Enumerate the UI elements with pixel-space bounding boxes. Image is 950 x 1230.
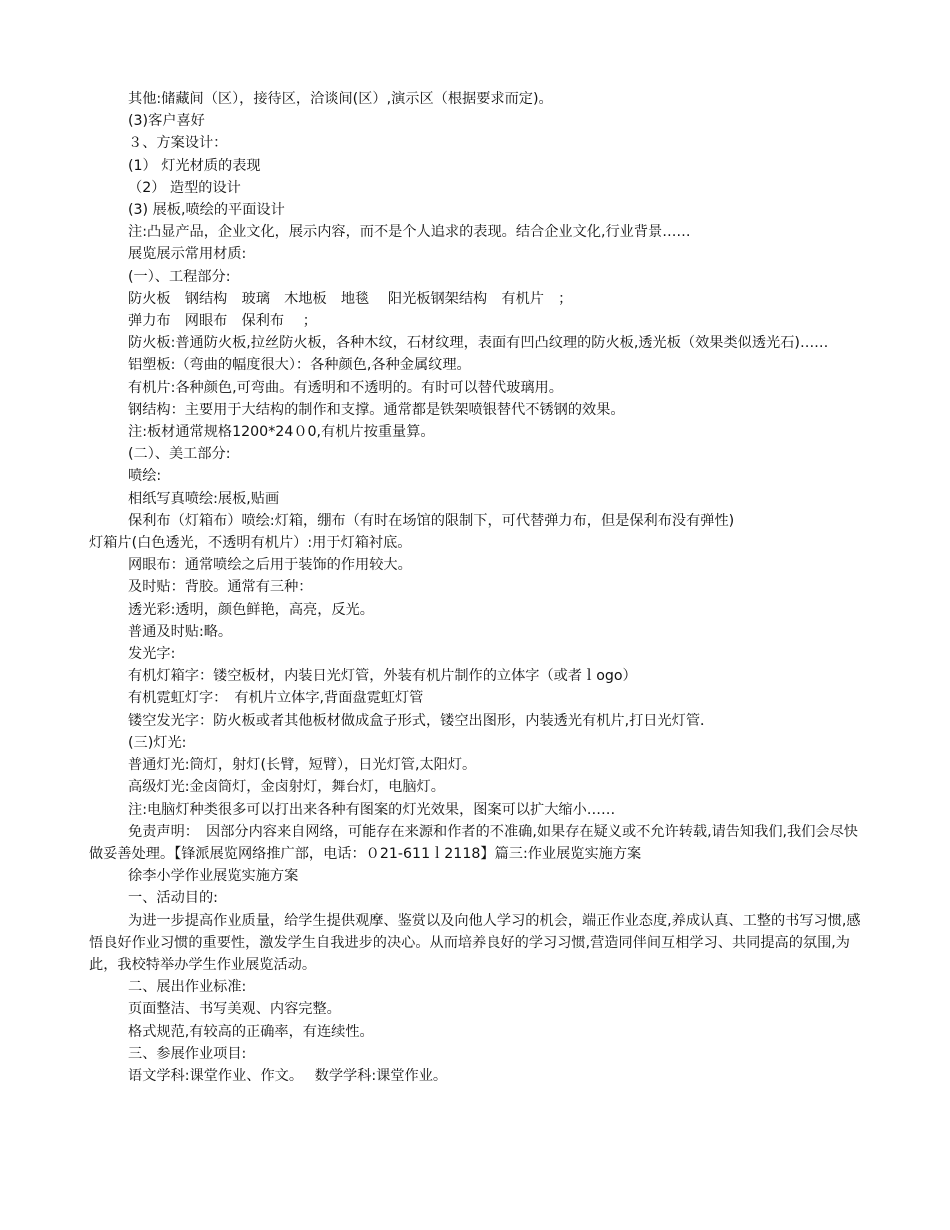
paragraph: 防火板 钢结构 玻璃 木地板 地毯 阳光板钢架结构 有机片 ； bbox=[128, 290, 573, 307]
paragraph: 发光字: bbox=[128, 646, 176, 663]
paragraph: ３、方案设计： bbox=[128, 135, 228, 152]
paragraph: 透光彩:透明，颜色鲜艳，高亮，反光。 bbox=[128, 601, 374, 618]
paragraph: 镂空发光字：防火板或者其他板材做成盒子形式，镂空出图形，内装透光有机片,打日光灯管． bbox=[128, 712, 715, 729]
paragraph: (三)灯光: bbox=[128, 734, 187, 751]
paragraph: 网眼布：通常喷绘之后用于装饰的作用较大。 bbox=[128, 557, 412, 574]
paragraph: 有机片:各种颜色,可弯曲。有透明和不透明的。有时可以替代玻璃用。 bbox=[128, 379, 563, 396]
paragraph: 钢结构：主要用于大结构的制作和支撑。通常都是铁架喷银替代不锈钢的效果。 bbox=[128, 401, 625, 418]
paragraph: 相纸写真喷绘:展板,贴画 bbox=[128, 490, 280, 507]
paragraph: 注:电脑灯种类很多可以打出来各种有图案的灯光效果，图案可以扩大缩小…… bbox=[128, 801, 616, 818]
paragraph: 喷绘: bbox=[128, 468, 162, 485]
paragraph: 注:板材通常规格1200*24０0,有机片按重量算。 bbox=[128, 424, 435, 441]
paragraph: 徐李小学作业展览实施方案 bbox=[128, 868, 299, 885]
paragraph: 注:凸显产品，企业文化，展示内容，而不是个人追求的表现。结合企业文化,行业背景…… bbox=[128, 224, 691, 241]
paragraph: 灯箱片(白色透光，不透明有机片）:用于灯箱衬底。 bbox=[89, 535, 412, 552]
paragraph: 为进一步提高作业质量，给学生提供观摩、鉴赏以及向他人学习的机会，端正作业态度,养成认真、工整的书写习惯,感悟良好作业习惯的重要性，激发学生自我进步的决心。从而培养良好的学习习惯,营造同伴间互相学习、共同提高的氛围,为此，我校特举办学生作业展览活动。 bbox=[89, 912, 861, 973]
paragraph: (1） 灯光材质的表现 bbox=[128, 157, 261, 174]
paragraph: (一）、工程部分: bbox=[128, 268, 231, 285]
paragraph: 三、参展作业项目: bbox=[128, 1045, 247, 1062]
paragraph: 有机霓虹灯字： 有机片立体字,背面盘霓虹灯管 bbox=[128, 690, 424, 707]
paragraph: （2） 造型的设计 bbox=[128, 179, 241, 196]
paragraph: 其他:储藏间（区），接待区，洽谈间(区）,演示区（根据要求而定)。 bbox=[128, 91, 553, 107]
document-body bbox=[89, 88, 864, 1087]
paragraph: 格式规范,有较高的正确率，有连续性。 bbox=[128, 1023, 374, 1040]
paragraph: 语文学科:课堂作业、作文。 数学学科:课堂作业。 bbox=[128, 1067, 448, 1084]
paragraph: (3)客户喜好 bbox=[128, 113, 205, 130]
paragraph: 防火板:普通防火板,拉丝防火板，各种木纹，石材纹理，表面有凹凸纹理的防火板,透光板（效果类似透光石)…… bbox=[128, 335, 829, 352]
paragraph: 弹力布 网眼布 保利布 ； bbox=[128, 313, 317, 330]
paragraph: 高级灯光:金卤筒灯，金卤射灯，舞台灯，电脑灯。 bbox=[128, 779, 445, 796]
paragraph: 展览展示常用材质: bbox=[128, 246, 247, 263]
paragraph: 及时贴：背胶。通常有三种： bbox=[128, 579, 313, 596]
paragraph: (二）、美工部分: bbox=[128, 446, 231, 463]
paragraph: 免责声明： 因部分内容来自网络，可能存在来源和作者的不准确,如果存在疑义或不允许转载,请告知我们,我们会尽快做妥善处理。【锋派展览网络推广部，电话：０21-611ｌ2118】篇三:作业展览实施方案 bbox=[89, 823, 858, 862]
paragraph: 普通及时贴:略。 bbox=[128, 623, 233, 640]
paragraph: 二、展出作业标准: bbox=[128, 979, 247, 996]
paragraph: 页面整洁、书写美观、内容完整。 bbox=[128, 1001, 341, 1018]
paragraph: 一、活动目的: bbox=[128, 890, 218, 907]
paragraph: 保利布（灯箱布）喷绘:灯箱，绷布（有时在场馆的限制下，可代替弹力布，但是保利布没有弹性) bbox=[128, 512, 735, 529]
paragraph: 普通灯光:筒灯，射灯(长臂，短臂），日光灯管,太阳灯。 bbox=[128, 757, 477, 774]
paragraph: 有机灯箱字：镂空板材，内装日光灯管，外装有机片制作的立体字（或者ｌogo） bbox=[128, 668, 637, 685]
paragraph: (3) 展板,喷绘的平面设计 bbox=[128, 202, 285, 219]
paragraph: 铝塑板:（弯曲的幅度很大）：各种颜色,各种金属纹理。 bbox=[128, 357, 471, 374]
